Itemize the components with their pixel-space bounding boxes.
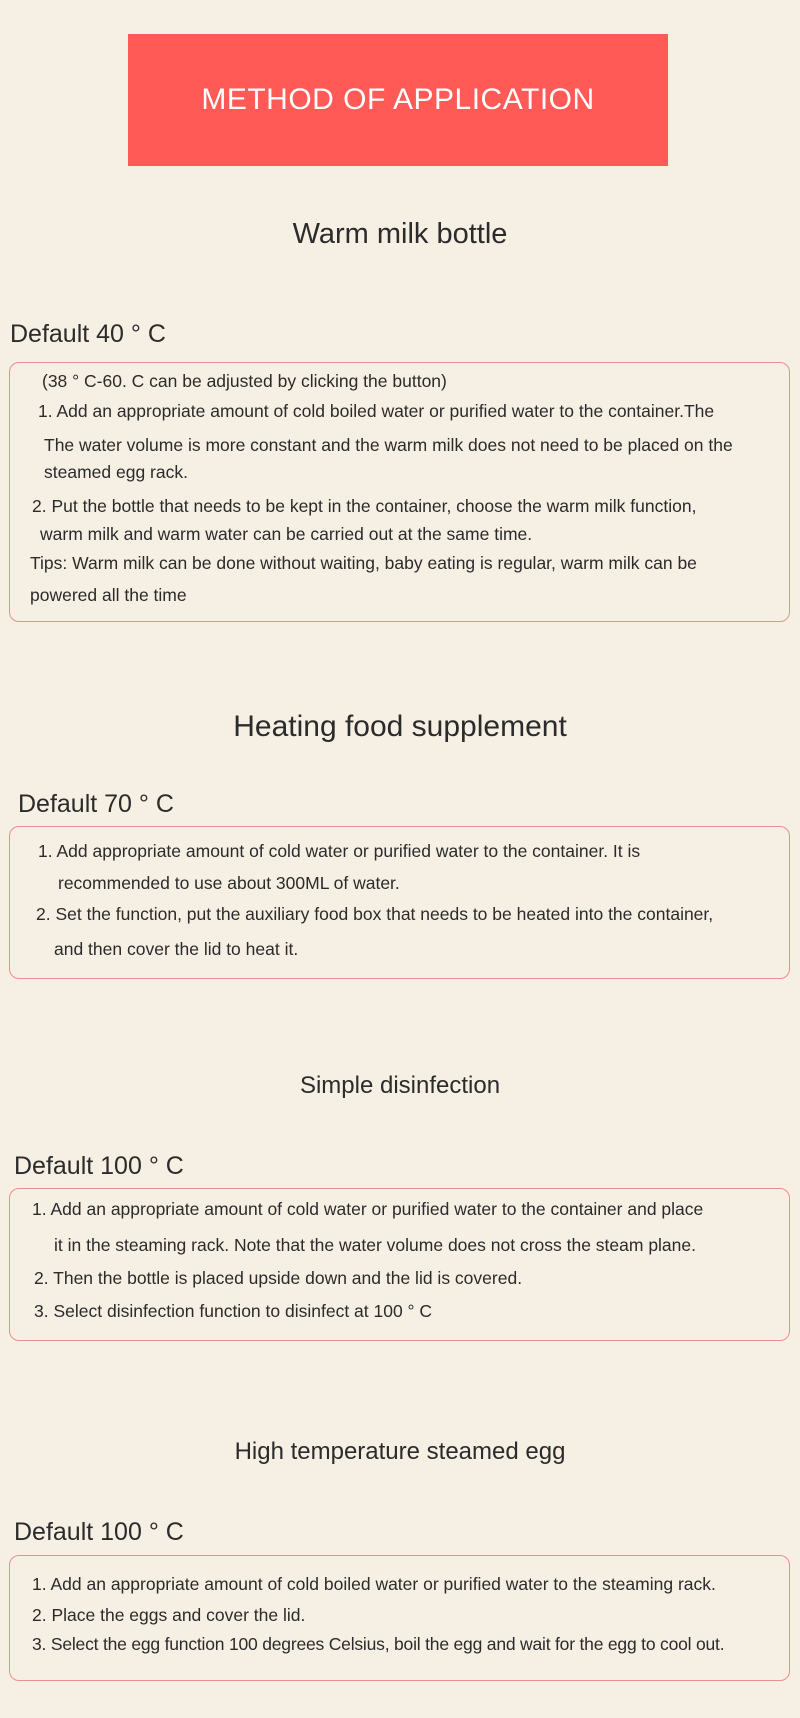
instruction-line: 1. Add an appropriate amount of cold boiled water or purified water to the container.The bbox=[38, 401, 715, 421]
instruction-line: 1. Add an appropriate amount of cold boiled water or purified water to the steaming rack. bbox=[32, 1574, 716, 1594]
instruction-line: recommended to use about 300ML of water. bbox=[58, 873, 400, 893]
title-banner bbox=[128, 34, 668, 166]
banner-title: METHOD OF APPLICATION bbox=[201, 83, 595, 116]
instruction-line: 3. Select disinfection function to disinfect at 100 ° C bbox=[34, 1301, 433, 1321]
instruction-line: and then cover the lid to heat it. bbox=[54, 939, 299, 959]
instruction-line: it in the steaming rack. Note that the water volume does not cross the steam plane. bbox=[54, 1235, 696, 1255]
instruction-line: powered all the time bbox=[30, 585, 187, 605]
instruction-line: The water volume is more constant and the warm milk does not need to be placed on the bbox=[44, 435, 733, 455]
instruction-line: 2. Set the function, put the auxiliary food box that needs to be heated into the container, bbox=[36, 904, 714, 924]
instruction-line: 2. Place the eggs and cover the lid. bbox=[32, 1605, 306, 1625]
default-temp-heating-food: Default 70 ° C bbox=[18, 790, 174, 818]
section-title-steamed-egg: High temperature steamed egg bbox=[234, 1438, 566, 1465]
instruction-line: Tips: Warm milk can be done without waiting, baby eating is regular, warm milk can be bbox=[30, 553, 697, 573]
section-title-disinfection: Simple disinfection bbox=[299, 1072, 501, 1099]
instruction-line: 1. Add an appropriate amount of cold water or purified water to the container and place bbox=[32, 1199, 704, 1219]
default-temp-steamed-egg: Default 100 ° C bbox=[14, 1518, 184, 1546]
instruction-line: 2. Put the bottle that needs to be kept in the container, choose the warm milk function, bbox=[32, 496, 697, 516]
section-title-warm-milk: Warm milk bottle bbox=[292, 218, 508, 250]
instruction-line: 1. Add appropriate amount of cold water or purified water to the container. It is bbox=[38, 841, 641, 861]
section-title-heating-food: Heating food supplement bbox=[233, 710, 567, 743]
default-temp-warm-milk: Default 40 ° C bbox=[10, 320, 166, 348]
instruction-line: 2. Then the bottle is placed upside down and the lid is covered. bbox=[34, 1268, 523, 1288]
instruction-line: steamed egg rack. bbox=[44, 462, 188, 482]
default-temp-disinfection: Default 100 ° C bbox=[14, 1152, 184, 1180]
instruction-line: warm milk and warm water can be carried out at the same time. bbox=[40, 524, 533, 544]
instruction-line: (38 ° C-60. C can be adjusted by clicking the button) bbox=[42, 371, 447, 391]
instruction-line: 3. Select the egg function 100 degrees Celsius, boil the egg and wait for the egg to cool out. bbox=[32, 1634, 725, 1654]
